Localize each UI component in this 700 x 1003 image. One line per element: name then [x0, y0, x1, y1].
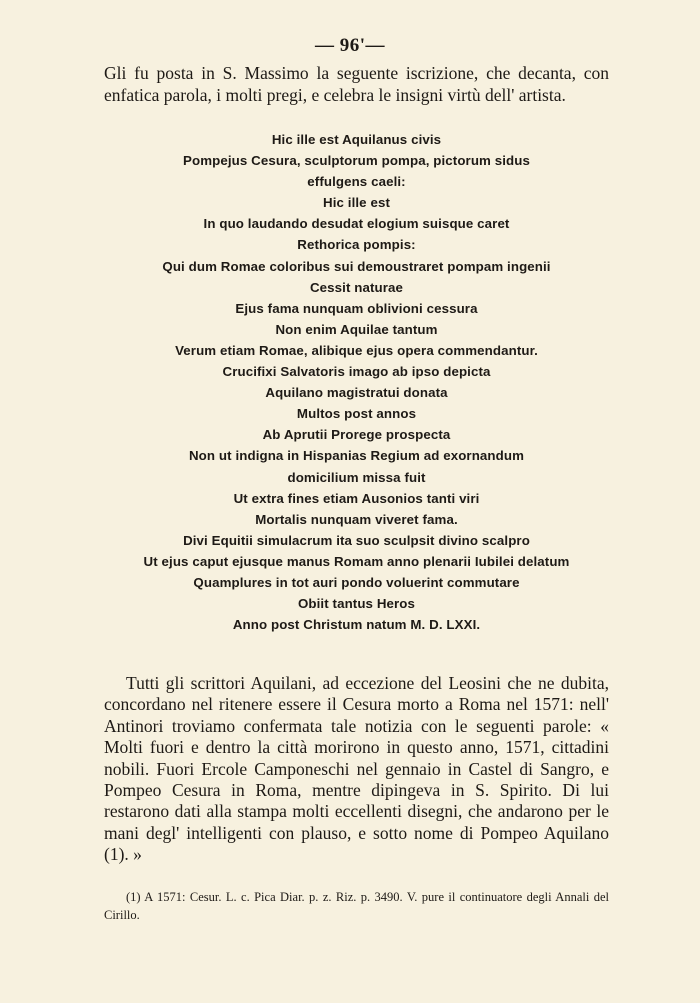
inscription-line: Cessit naturae: [309, 279, 404, 295]
footnote: [104, 888, 609, 924]
inscription-line: Multos post annos: [296, 406, 417, 422]
footnote-text: (1) A 1571: Cesur. L. c. Pica Diar. p. z. Riz. p. 3490. V. pure il continuatore degli Annali del Cirillo.: [104, 890, 609, 922]
inscription-line: Rethorica pompis:: [297, 237, 416, 253]
inscription-line: effulgens caeli:: [307, 174, 406, 190]
inscription-line: Aquilano magistratui donata: [265, 385, 448, 401]
body-paragraph: [104, 673, 609, 866]
inscription-line: Quamplures in tot auri pondo voluerint commutare: [193, 574, 520, 590]
inscription-line: Obiit tantus Heros: [297, 596, 416, 612]
inscription-line: Qui dum Romae coloribus sui demoustraret pompam ingenii: [162, 258, 551, 274]
inscription-line: Anno post Christum natum M. D. LXXI.: [232, 617, 481, 633]
inscription-line: Divi Equitii simulacrum ita suo sculpsit divino scalpro: [183, 532, 530, 548]
inscription-line: Hic ille est: [323, 195, 390, 211]
inscription-line: Ut extra fines etiam Ausonios tanti viri: [233, 490, 480, 506]
intro-paragraph: Gli fu posta in S. Massimo la seguente iscrizione, che decanta, con enfatica parola, i molti pregi, e celebra le insigni virtù dell' artista.: [104, 63, 609, 105]
inscription-line: Non enim Aquilae tantum: [275, 321, 438, 337]
inscription-line: In quo laudando desudat elogium suisque caret: [203, 216, 510, 232]
inscription-line: Ejus fama nunquam oblivioni cessura: [235, 300, 478, 316]
inscription-line: Non ut indigna in Hispanias Regium ad exornandum: [188, 448, 525, 464]
page-number: — 96'—: [314, 35, 386, 56]
inscription-line: Ut ejus caput ejusque manus Romam anno plenarii Iubilei delatum: [143, 553, 570, 569]
inscription-line: Pompejus Cesura, sculptorum pompa, pictorum sidus: [183, 153, 530, 169]
inscription-line: Crucifixi Salvatoris imago ab ipso depicta: [222, 364, 491, 380]
inscription-line: domicilium missa fuit: [287, 469, 426, 485]
inscription-line: Verum etiam Romae, alibique ejus opera commendantur.: [175, 342, 538, 358]
inscription-line: Mortalis nunquam viveret fama.: [255, 511, 458, 527]
latin-inscription: [104, 129, 609, 635]
inscription-line: Hic ille est Aquilanus civis: [271, 132, 442, 147]
body-paragraph-text: Tutti gli scrittori Aquilani, ad eccezione del Leosini che ne dubita, concordano nel ritenere essere il Cesura morto a Roma nel 1571: nell' Antinori troviamo confermata tale notizia con le seguenti parole: « Molti fuori e dentro la città morirono in questo anno, 1571, cittadini nobili. Fuori Ercole Camponeschi nel gennaio in Castel di Sangro, e Pompeo Cesura in Roma, mentre dipingeva in S. Spirito. Di lui restarono dati alla stampa molti eccellenti disegni, che andarono per le mani degl' intelligenti con plauso, e sotto nome di Pompeo Aquilano (1). »: [104, 673, 609, 865]
inscription-line: Ab Aprutii Prorege prospecta: [262, 427, 451, 443]
